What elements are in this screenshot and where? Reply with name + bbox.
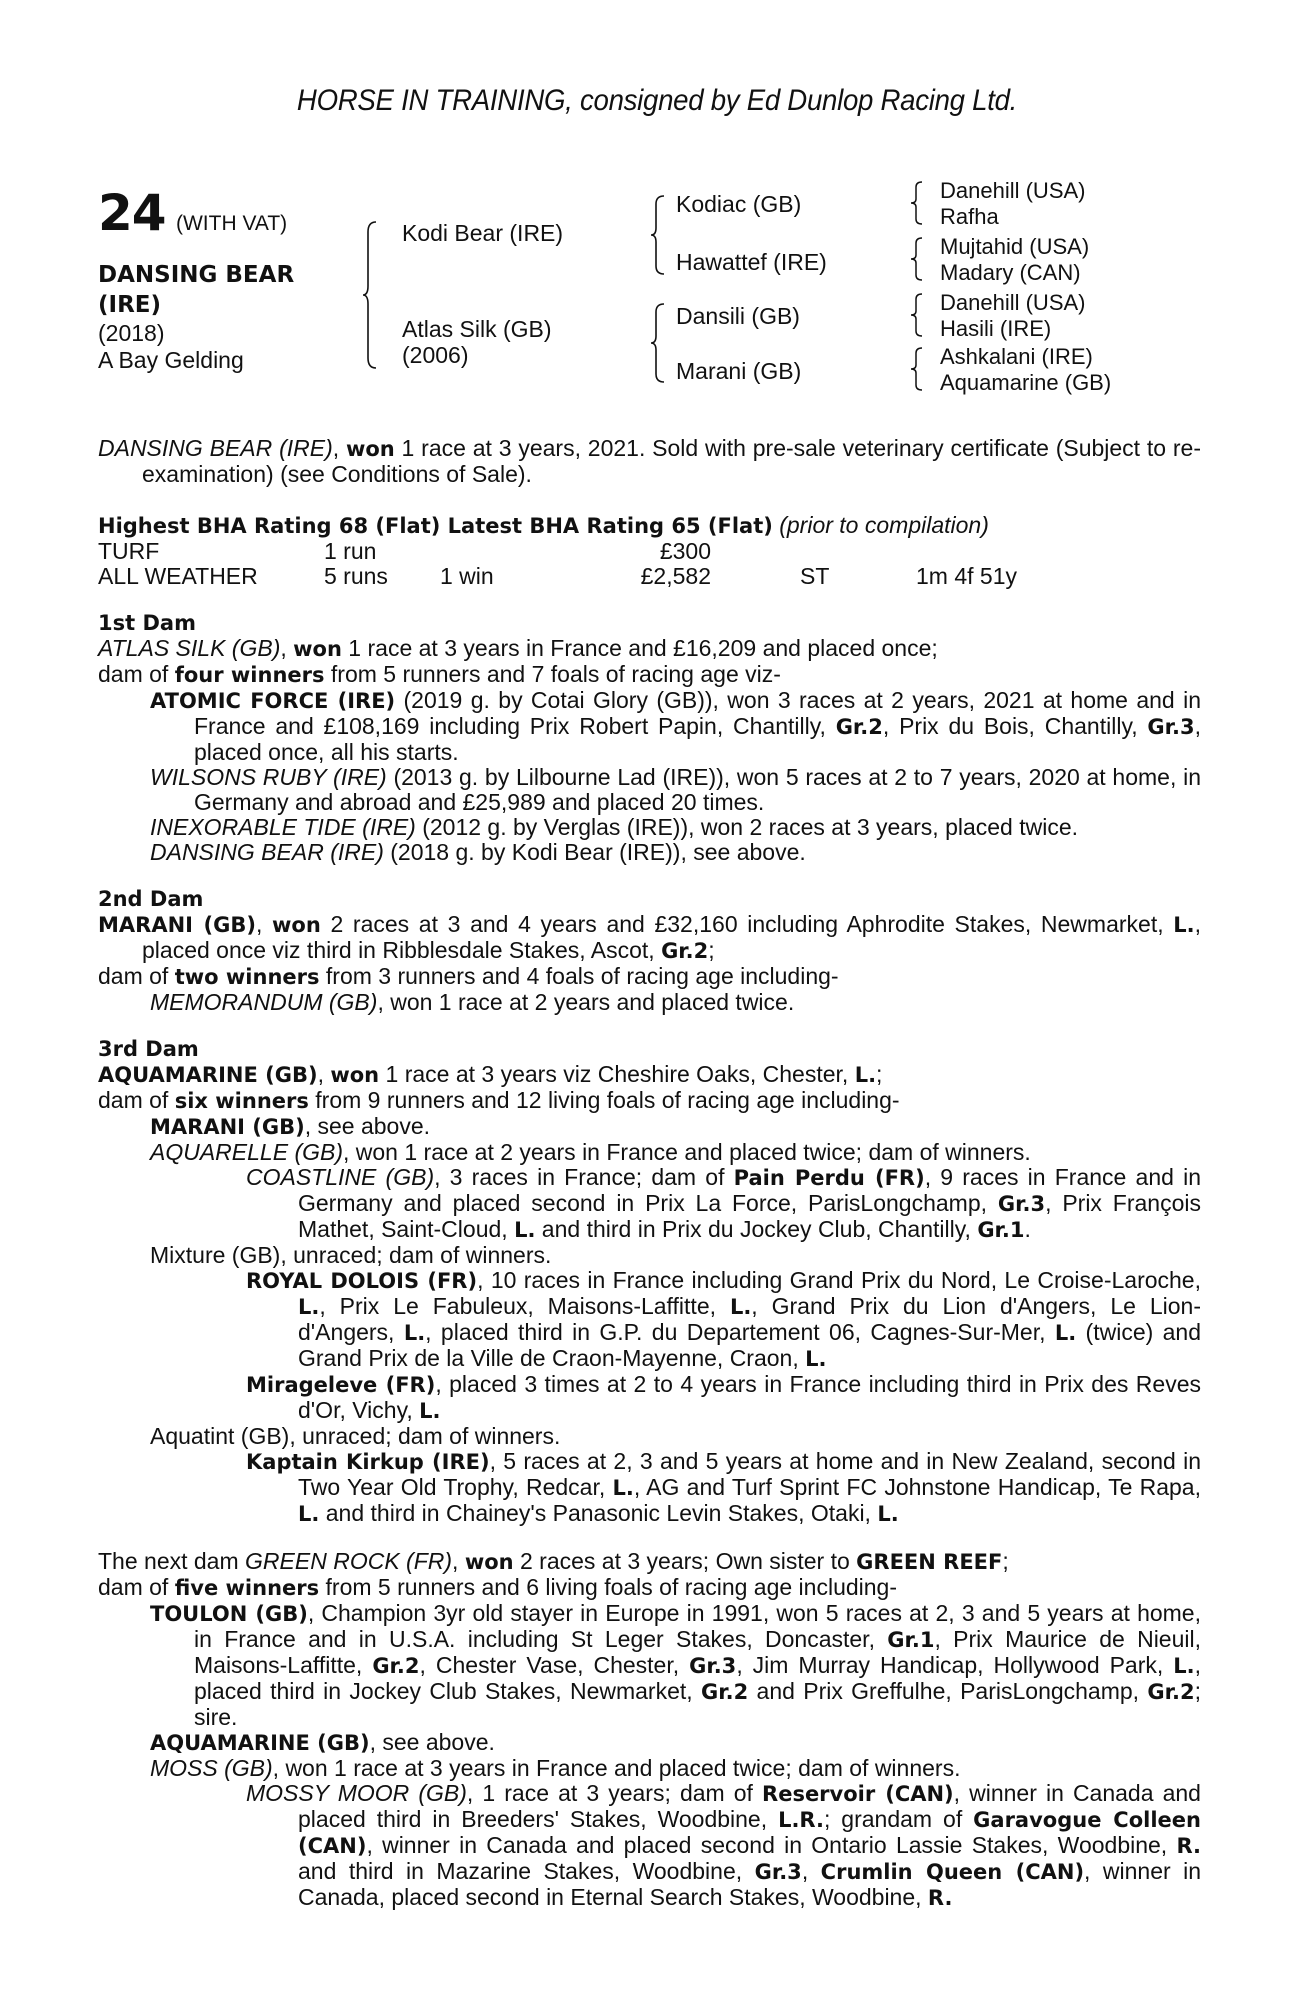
bold-text: L. [612,1476,634,1500]
ratings-table [98,539,1201,589]
pedigree-entry [98,1781,1201,1911]
pedigree-entry [98,1114,1201,1140]
italic-text: INEXORABLE TIDE (IRE) [150,814,416,840]
bold-text: won [272,913,321,937]
catalogue-body [98,436,1201,1911]
text: ; sire. [194,1678,1201,1730]
text: , winner in Canada, placed second in Eternal Search Stakes, Woodbine, [298,1858,1202,1910]
bold-text: L. [298,1295,320,1319]
pedigree-entry [98,1730,1201,1756]
pedigree-great-grandparent: Danehill (USA) [940,290,1086,315]
pedigree-sire-dam: Hawattef (IRE) [676,249,827,275]
text: , winner in Canada and placed third in Breeders' Stakes, Woodbine, [298,1780,1201,1832]
text: 2 races at 3 and 4 years and £32,160 including Aphrodite Stakes, Newmarket, [320,911,1174,937]
horse-info [98,260,338,374]
pedigree-great-grandparent: Mujtahid (USA) [940,234,1090,259]
text: Mixture (GB), unraced; dam of winners. [150,1242,552,1268]
pedigree-great-grandparent: Danehill (USA) [940,178,1086,203]
italic-text: MOSSY MOOR (GB) [246,1780,467,1806]
text: (2019 g. by Cotai Glory (GB)), won 3 races at 2 years, 2021 at home and in France and £108,169 including Prix Robert Papin, Chantilly, [194,687,1201,739]
ratings-runs: 1 run [324,538,377,564]
bold-text: won [464,1550,514,1574]
bold-text: L. [1173,1654,1195,1678]
bold-text: Crumlin Queen (CAN) [820,1860,1085,1884]
dam-section [98,1037,1201,1527]
pedigree-entry [98,912,1201,964]
vat-note: (WITH VAT) [175,212,288,235]
bold-text: ROYAL DOLOIS (FR) [246,1269,478,1293]
text: , placed third in Jockey Club Stakes, Newmarket, [194,1652,1201,1704]
bold-text: L. [1173,913,1195,937]
text: , won 1 race at 2 years and placed twice. [377,989,795,1015]
italic-text: WILSONS RUBY (IRE) [150,764,387,790]
pedigree-great-grandparent: Madary (CAN) [940,260,1081,285]
pedigree-entry [98,1165,1201,1243]
horse-name-line1: DANSING BEAR [98,262,295,288]
bold-text: won [345,437,395,461]
text: , Champion 3yr old stayer in Europe in 1991, won 5 races at 2, 3 and 5 years at home, in France and in U.S.A. including St Leger Stakes, Doncaster, [194,1600,1201,1652]
bold-text: TOULON (GB) [150,1602,308,1626]
pedigree-great-grandparent: Aquamarine (GB) [940,370,1112,395]
bold-text: Gr.1 [887,1628,935,1652]
text: , see above. [369,1729,495,1755]
text: , Prix Le Fabuleux, Maisons-Laffitte, [319,1293,730,1319]
horse-name-line2: (IRE) [98,292,162,318]
pedigree-entry [98,840,1201,865]
text: and third in Prix du Jockey Club, Chantilly, [535,1216,978,1242]
pedigree-brace [910,292,924,338]
bold-text: Gr.3 [997,1192,1046,1216]
pedigree-brace [650,302,666,384]
italic-text: DANSING BEAR (IRE) [150,839,384,865]
bold-text: won [293,637,342,661]
text: from 5 runners and 7 foals of racing age viz- [324,661,781,687]
text: Aquatint (GB), unraced; dam of winners. [150,1423,561,1449]
bold-text: L. [403,1321,426,1345]
pedigree-entry [98,1575,1201,1601]
text: from 5 runners and 6 living foals of racing age including- [319,1574,897,1600]
ratings-wins: 1 win [440,563,494,589]
text: , [452,1548,465,1574]
pedigree-entry [98,1601,1201,1730]
pedigree-entry [98,815,1201,840]
ratings-heading [98,513,1201,539]
pedigree-great-grandparent: Ashkalani (IRE) [940,344,1093,369]
text: , placed 3 times at 2 to 4 years in France including third in Prix des Reves d'Or, Vichy, [298,1371,1201,1423]
bold-text: Gr.2 [701,1680,749,1704]
ratings-surface: TURF [98,538,160,564]
text: , 9 races in France and in Germany and placed second in Prix La Force, ParisLongchamp, [298,1164,1201,1216]
bold-text: Mirageleve (FR) [246,1373,436,1397]
lot-number: 24 [98,184,166,242]
text: , see above. [304,1113,431,1139]
bold-text: L. [298,1502,320,1526]
text: from 9 runners and 12 living foals of racing age including- [308,1087,900,1113]
text: dam of [98,1574,175,1600]
bold-text: MARANI (GB) [150,1115,305,1139]
ratings-distance: 1m 4f 51y [916,563,1017,589]
bold-text: Pain Perdu (FR) [733,1166,925,1190]
section-heading: 3rd Dam [98,1037,199,1061]
pedigree-entry [98,1088,1201,1114]
text: , AG and Turf Sprint FC Johnstone Handicap, Te Rapa, [633,1474,1201,1500]
section-heading: 1st Dam [98,611,196,635]
bold-text: ATOMIC FORCE (IRE) [150,689,396,713]
pedigree-dam-sire: Dansili (GB) [676,303,800,329]
bold-text: Gr.3 [689,1654,737,1678]
pedigree-dam-dam: Marani (GB) [676,358,802,384]
bold-text: four winners [174,663,325,687]
text: , placed once viz third in Ribblesdale Stakes, Ascot, [142,911,1202,963]
dam-section [98,611,1201,865]
text: , Prix François Mathet, Saint-Cloud, [298,1190,1201,1242]
text: (twice) and Grand Prix de la Ville de Craon-Mayenne, Craon, [298,1319,1202,1371]
pedigree-entry [98,1243,1201,1268]
text: , won 1 race at 3 years in France and placed twice; dam of winners. [272,1755,961,1781]
italic-text: MEMORANDUM (GB) [150,989,378,1015]
text: 1 race at 3 years viz Cheshire Oaks, Chester, [379,1061,855,1087]
bold-text: Gr.2 [661,939,709,963]
pedigree-brace [910,236,924,282]
ratings-prize: £300 [659,538,711,564]
text: ; [708,937,715,963]
pedigree-entry [98,1062,1201,1088]
pedigree-brace [650,194,666,276]
pedigree-entry [98,1372,1201,1424]
pedigree-entry [98,1268,1201,1372]
pedigree-sire-sire: Kodiac (GB) [676,191,802,217]
text: , 10 races in France including Grand Prix du Nord, Le Croise-Laroche, [477,1267,1201,1293]
bold-text: MARANI (GB) [98,913,256,937]
pedigree-entry [98,1449,1201,1527]
text: , Chester Vase, Chester, [419,1652,690,1678]
italic-text: GREEN ROCK (FR) [245,1548,453,1574]
bold-text: L.R. [778,1808,824,1832]
bold-text: Gr.3 [1147,715,1195,739]
text: (2018 g. by Kodi Bear (IRE)), see above. [383,839,806,865]
ratings-surface: ALL WEATHER [98,563,258,589]
bold-text: L. [419,1399,441,1423]
bold-text: won [330,1063,380,1087]
dam-section [98,1527,1201,1911]
text: , placed third in G.P. du Departement 06, Cagnes-Sur-Mer, [425,1319,1055,1345]
pedigree-entry [98,1549,1201,1575]
ratings-prize: £2,582 [640,563,711,589]
bold-text: Kaptain Kirkup (IRE) [246,1450,490,1474]
text: , winner in Canada and placed second in Ontario Lassie Stakes, Woodbine, [366,1832,1177,1858]
bold-text: R. [1176,1834,1201,1858]
pedigree-brace [910,346,924,392]
bold-text: five winners [174,1576,320,1600]
text: (2013 g. by Lilbourne Lad (IRE)), won 5 races at 2 to 7 years, 2020 at home, in Germany and abroad and £25,989 and placed 20 times. [194,764,1201,815]
pedigree-dam-year: (2006) [402,342,469,368]
pedigree-dam: Atlas Silk (GB) [402,316,552,342]
pedigree-entry [98,662,1201,688]
bold-text: L. [877,1502,899,1526]
section-heading: 2nd Dam [98,887,204,911]
italic-text: MOSS (GB) [150,1755,273,1781]
text: , [317,1061,331,1087]
italic-text: COASTLINE (GB) [246,1164,435,1190]
pedigree-great-grandparent: Hasili (IRE) [940,316,1052,341]
pedigree-entry [98,964,1201,990]
pedigree-entry [98,1424,1201,1449]
bold-text: R. [927,1886,953,1910]
text: , [255,911,273,937]
text: 1 race at 3 years in France and £16,209 and placed once; [341,635,938,661]
italic-text: (prior to compilation) [779,512,989,538]
text: and Prix Greffulhe, ParisLongchamp, [748,1678,1148,1704]
text: dam of [98,963,175,989]
bold-text: GREEN REEF [856,1550,1003,1574]
bold-text: Highest BHA Rating 68 (Flat) Latest BHA Rating 65 (Flat) [98,514,773,538]
text: , [280,635,294,661]
bold-text: AQUAMARINE (GB) [150,1731,370,1755]
text: (2012 g. by Verglas (IRE)), won 2 races at 3 years, placed twice. [415,814,1079,840]
ratings-row [98,564,1201,589]
pedigree-entry [98,688,1201,765]
pedigree-entry [98,636,1201,662]
text: , 3 races in France; dam of [434,1164,734,1190]
text: , placed once, all his starts. [194,713,1201,765]
bold-text: Reservoir (CAN) [762,1782,954,1806]
italic-text: DANSING BEAR (IRE) [98,435,333,461]
pedigree-great-grandparent: Rafha [940,204,999,229]
ratings-row [98,539,1201,564]
dam-section [98,887,1201,1015]
text: dam of [98,661,175,687]
bold-text: Gr.1 [977,1218,1025,1242]
pedigree-sire: Kodi Bear (IRE) [402,220,564,246]
pedigree-brace [362,220,378,370]
text: , 1 race at 3 years; dam of [466,1780,763,1806]
text: , [332,435,346,461]
text: 2 races at 3 years; Own sister to [513,1548,857,1574]
italic-text: AQUARELLE (GB) [150,1139,343,1165]
text: , Prix Maurice de Nieuil, Maisons-Laffitte, [194,1626,1202,1678]
bold-text: L. [1054,1321,1077,1345]
text: and third in Mazarine Stakes, Woodbine, [298,1858,755,1884]
text: , won 1 race at 2 years in France and placed twice; dam of winners. [343,1139,1031,1165]
bold-text: L. [805,1347,827,1371]
text: , Grand Prix du Lion d'Angers, Le Lion-d'Angers, [298,1293,1201,1345]
pedigree-entry [98,1140,1201,1165]
bold-text: six winners [174,1089,309,1113]
text: dam of [98,1087,175,1113]
race-summary [98,436,1201,487]
bold-text: L. [729,1295,752,1319]
pedigree-brace [910,180,924,226]
bold-text: Gr.2 [1147,1680,1195,1704]
text: ; grandam of [823,1806,974,1832]
ratings-going: ST [800,563,830,589]
bold-text: Garavogue Colleen (CAN) [298,1808,1201,1858]
bold-text: AQUAMARINE (GB) [98,1063,318,1087]
text: ; [1002,1548,1009,1574]
text: , [801,1858,821,1884]
ratings-runs: 5 runs [324,563,388,589]
text: 1 race at 3 years, 2021. Sold with pre-sale veterinary certificate (Subject to re-examination) (see Conditions of Sale). [142,435,1202,487]
text: , Prix du Bois, Chantilly, [882,713,1148,739]
document-title: HORSE IN TRAINING, consigned by Ed Dunlop Racing Ltd. [296,84,1018,117]
horse-description: A Bay Gelding [98,347,244,373]
text: ; [876,1061,883,1087]
text: The next dam [98,1548,246,1574]
text: and third in Chainey's Panasonic Levin Stakes, Otaki, [319,1500,878,1526]
dam-sections [98,611,1201,1911]
text: , Jim Murray Handicap, Hollywood Park, [736,1652,1174,1678]
bold-text: Gr.2 [372,1654,420,1678]
horse-year: (2018) [98,320,165,346]
section-gap [98,1527,1201,1549]
text: . [1024,1216,1031,1242]
bold-text: Gr.3 [754,1860,802,1884]
bold-text: L. [514,1218,536,1242]
pedigree-entry [98,1756,1201,1781]
bold-text: Gr.2 [835,715,883,739]
text: from 3 runners and 4 foals of racing age including- [319,963,839,989]
bold-text: L. [854,1063,877,1087]
pedigree-entry [98,765,1201,815]
bold-text: two winners [174,965,320,989]
italic-text: ATLAS SILK (GB) [98,635,281,661]
text: , 5 races at 2, 3 and 5 years at home and in New Zealand, second in Two Year Old Trophy, Redcar, [298,1448,1201,1500]
pedigree-entry [98,990,1201,1015]
lot-header [98,184,287,242]
